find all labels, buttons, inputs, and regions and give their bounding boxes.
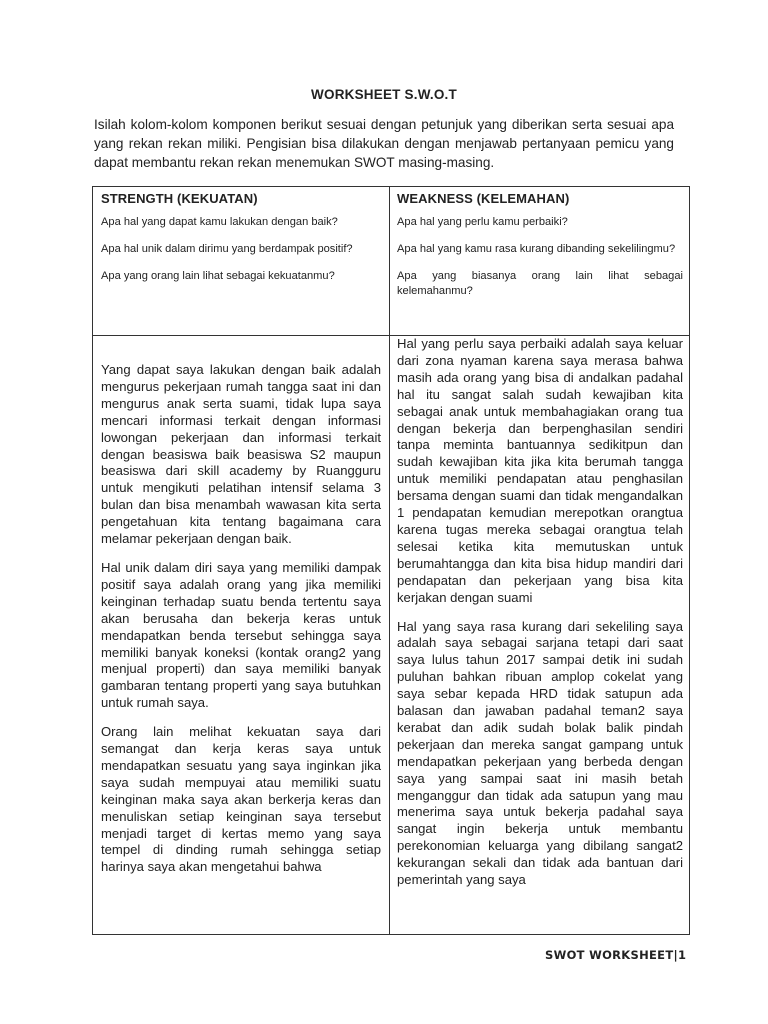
weakness-question: Apa hal yang kamu rasa kurang dibanding sekelilingmu? xyxy=(397,243,676,255)
strength-heading: STRENGTH (KEKUATAN) xyxy=(101,191,258,206)
page-footer: SWOT WORKSHEET|1 xyxy=(545,948,687,962)
strength-prompt-cell xyxy=(93,187,390,335)
strength-question: Apa yang orang lain lihat sebagai kekuatanmu? xyxy=(101,270,335,282)
strength-question: Apa hal yang dapat kamu lakukan dengan baik? xyxy=(101,216,338,228)
weakness-answer: Hal yang perlu saya perbaiki adalah saya keluar dari zona nyaman karena saya merasa bahwa masih ada orang yang bisa di andalkan padahal hal itu sangat salah sudah kewajiban kita sebagai anak untuk membahagiakan orang tua dengan bekerja dan berpenghasilan sendiri tanpa meminta bantuannya sedikitpun dan sudah kewajiban kita jika kita berumah tangga untuk memiliki pendapatan atau penghasilan bersama dengan suami dan tidak mengandalkan 1 pendapatan kemudian merepotkan orangtua karena tugas mereka sebagai orangtua telah selesai ketika kita memutuskan untuk berumahtangga dan kita bisa hidup mandiri dari pendapatan dan pekerjaan yang bisa kita kerjakan dengan suami xyxy=(397,336,683,605)
weakness-question: Apa hal yang perlu kamu perbaiki? xyxy=(397,216,568,228)
swot-table xyxy=(92,186,690,935)
prompt-row xyxy=(93,187,689,336)
strength-answer: Orang lain melihat kekuatan saya dari semangat dan kerja keras saya untuk mendapatkan sesuatu yang saya inginkan jika saya sudah mempuyai atau memiliki suatu keinginan maka saya akan berkerja keras dan menuliskan setiap keinginan saya tersebut menjadi target di kertas memo yang saya tempel di dinding rumah sehingga setiap harinya saya akan mengetahui bahwa xyxy=(101,724,381,875)
weakness-question: Apa yang biasanya orang lain lihat sebagai kelemahanmu? xyxy=(397,270,683,297)
strength-answer: Hal unik dalam diri saya yang memiliki dampak positif saya adalah orang yang jika memiliki keinginan terhadap suatu benda tertentu saya akan berusaha dan bekerja keras untuk mendapatkan benda tersebut sehingga saya memiliki banyak koneksi (kontak orang2 yang menjual properti) dan saya memiliki banyak gambaran tentang properti yang saya butuhkan untuk rumah saya. xyxy=(101,559,381,711)
intro-paragraph: Isilah kolom-kolom komponen berikut sesuai dengan petunjuk yang diberikan serta sesuai apa yang rekan rekan miliki. Pengisian bisa dilakukan dengan menjawab pertanyaan pemicu yang dapat membantu rekan rekan menemukan SWOT masing-masing. xyxy=(94,117,674,170)
strength-question: Apa hal unik dalam dirimu yang berdampak positif? xyxy=(101,243,353,255)
weakness-prompt-cell xyxy=(390,187,689,335)
page-title: WORKSHEET S.W.O.T xyxy=(311,87,457,102)
weakness-answer-cell xyxy=(390,336,689,934)
answer-row xyxy=(93,336,689,934)
weakness-answer: Hal yang saya rasa kurang dari sekeliling saya adalah saya sebagai sarjana tetapi dari saat saya lulus tahun 2017 sampai detik ini sudah puluhan bahkan ribuan amplop cokelat yang saya sebar kepada HRD tidak satupun ada balasan dan jawaban padahal teman2 saya kerabat dan adik sudah bolak balik pindah pekerjaan dan mereka sangat gampang untuk mendapatkan pekerjaan yang berbeda dengan saya yang sampai saat ini masih betah menganggur dan tidak ada satupun yang mau menerima saya untuk bekerja padahal saya sangat ingin bekerja untuk membantu perekonomian keluarga yang dibilang sangat2 kekurangan sekali dan tidak ada bantuan dari pemerintah yang saya xyxy=(397,618,683,888)
strength-answer: Yang dapat saya lakukan dengan baik adalah mengurus pekerjaan rumah tangga saat ini dan mengurus anak serta suami, tidak lupa saya mencari informasi terkait dengan informasi lowongan pekerjaan dan informasi terkait dengan beasiswa baik beasiswa S2 maupun beasiswa dari skill academy by Ruangguru untuk mengikuti pelatihan intensif selama 3 bulan dan bisa menambah wawasan kita serta pengetahuan kita tentang bagaimana cara melamar pekerjaan dengan baik. xyxy=(101,362,381,547)
weakness-heading: WEAKNESS (KELEMAHAN) xyxy=(397,191,570,206)
strength-answer-cell xyxy=(93,336,390,934)
